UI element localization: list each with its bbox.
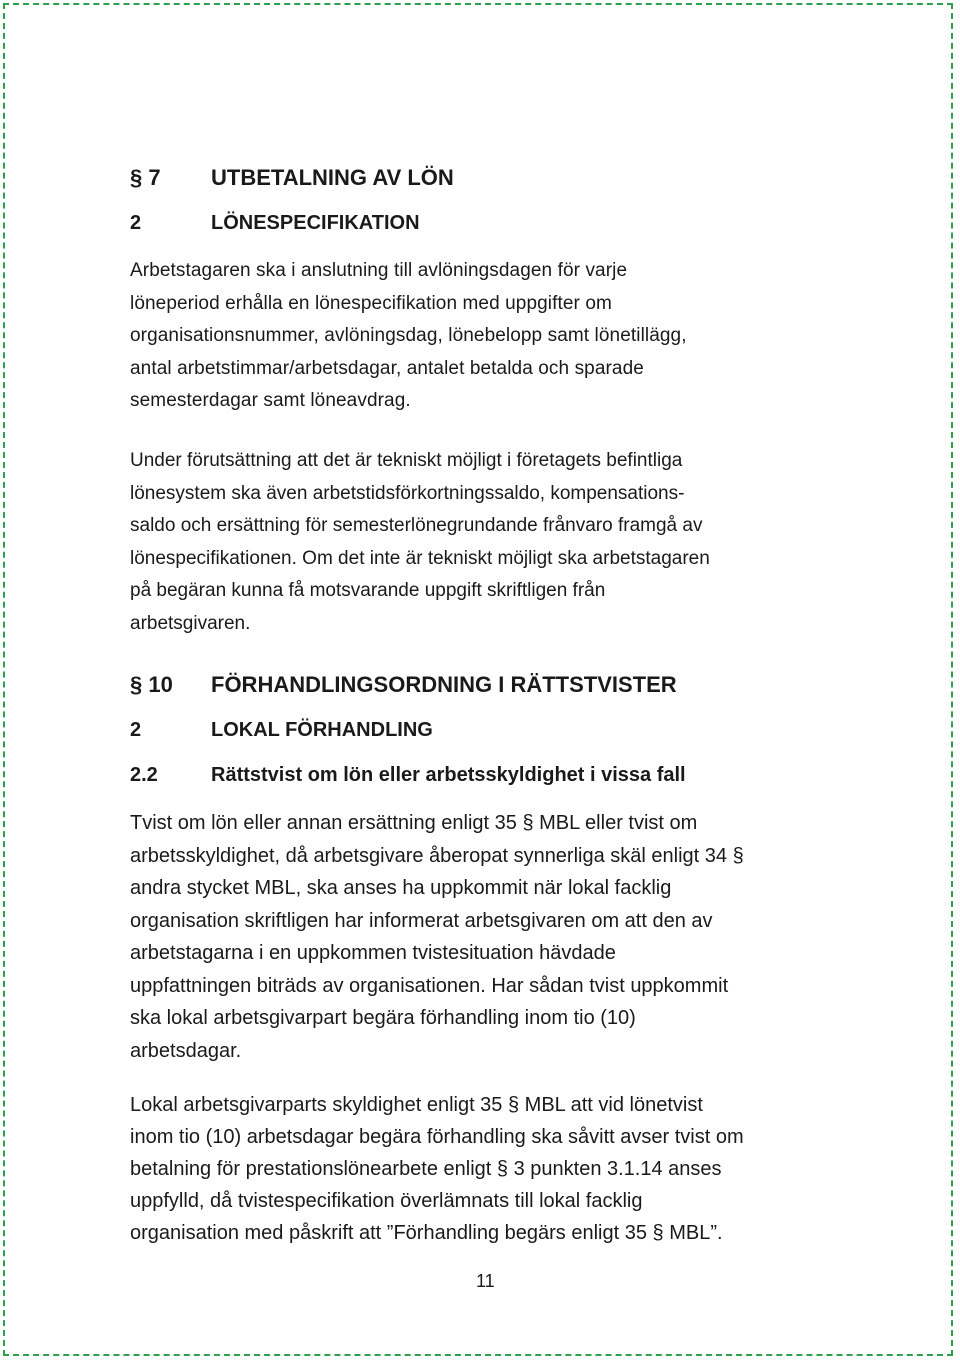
section-7-heading	[130, 165, 454, 191]
lokal-forhandling-heading	[130, 719, 433, 742]
paragraph-line: betalning för prestationslönearbete enligt § 3 punkten 3.1.14 anses	[130, 1158, 722, 1180]
rattstvist-title: Rättstvist om lön eller arbetsskyldighet i vissa fall	[211, 764, 686, 786]
paragraph-line: på begäran kunna få motsvarande uppgift skriftligen från	[130, 580, 606, 601]
paragraph-line: Arbetstagaren ska i anslutning till avlöningsdagen för varje	[130, 260, 628, 281]
page-number: 11	[476, 1271, 495, 1291]
section-7-title: UTBETALNING AV LÖN	[211, 165, 454, 190]
paragraph-line: semesterdagar samt löneavdrag.	[130, 390, 411, 411]
paragraph-line: andra stycket MBL, ska anses ha uppkommit när lokal facklig	[130, 877, 672, 899]
paragraph-line: saldo och ersättning för semesterlönegrundande frånvaro framgå av	[130, 515, 703, 536]
subsection-2-heading	[130, 212, 420, 235]
subsection-2-number: 2	[130, 212, 142, 234]
paragraph-line: organisation med påskrift att ”Förhandling begärs enligt 35 § MBL”.	[130, 1222, 723, 1244]
lokal-forhandling-title: LOKAL FÖRHANDLING	[211, 719, 433, 741]
section-10-heading	[130, 672, 677, 698]
paragraph-line: uppfattningen biträds av organisationen. Har sådan tvist uppkommit	[130, 974, 729, 997]
lokal-forhandling-number: 2	[130, 719, 142, 741]
paragraph-line: lönespecifikationen. Om det inte är tekniskt möjligt ska arbetstagaren	[130, 547, 710, 569]
paragraph-line: organisation skriftligen har informerat arbetsgivaren om att den av	[130, 909, 713, 932]
paragraph-line: Tvist om lön eller annan ersättning enligt 35 § MBL eller tvist om	[130, 812, 698, 834]
paragraph-line: löneperiod erhålla en lönespecifikation med uppgifter om	[130, 292, 612, 314]
rattstvist-number: 2.2	[130, 764, 158, 786]
paragraph-lonespecifikation	[130, 255, 848, 418]
paragraph-line: arbetsdagar.	[130, 1039, 242, 1062]
paragraph-line: lönesystem ska även arbetstidsförkortningssaldo, kompensations-	[130, 482, 685, 504]
paragraph-line: uppfylld, då tvistespecifikation överlämnats till lokal facklig	[130, 1190, 643, 1212]
paragraph-line: organisationsnummer, avlöningsdag, lönebelopp samt lönetillägg,	[130, 325, 687, 346]
paragraph-line: arbetstagarna i en uppkommen tvistesituation hävdade	[130, 942, 616, 964]
paragraph-line: Lokal arbetsgivarparts skyldighet enligt 35 § MBL att vid lönetvist	[130, 1094, 703, 1116]
rattstvist-heading	[130, 764, 686, 787]
paragraph-lokal-arbetsgivarpart	[130, 1089, 848, 1249]
paragraph-line: arbetsskyldighet, då arbetsgivare åberopat synnerliga skäl enligt 34 §	[130, 844, 744, 867]
section-10-number: § 10	[130, 672, 173, 697]
section-10-title: FÖRHANDLINGSORDNING I RÄTTSTVISTER	[211, 672, 677, 697]
section-7-number: § 7	[130, 165, 161, 190]
paragraph-line: antal arbetstimmar/arbetsdagar, antalet betalda och sparade	[130, 357, 644, 379]
paragraph-line: ska lokal arbetsgivarpart begära förhandling inom tio (10)	[130, 1007, 636, 1029]
subsection-2-title: LÖNESPECIFIKATION	[211, 212, 420, 234]
paragraph-line: inom tio (10) arbetsdagar begära förhandling ska såvitt avser tvist om	[130, 1126, 744, 1148]
paragraph-line: Under förutsättning att det är tekniskt möjligt i företagets befintliga	[130, 450, 683, 471]
paragraph-tekniskt-mojligt	[130, 445, 848, 640]
paragraph-tvist-om-lon	[130, 807, 848, 1067]
paragraph-line: arbetsgivaren.	[130, 612, 251, 634]
